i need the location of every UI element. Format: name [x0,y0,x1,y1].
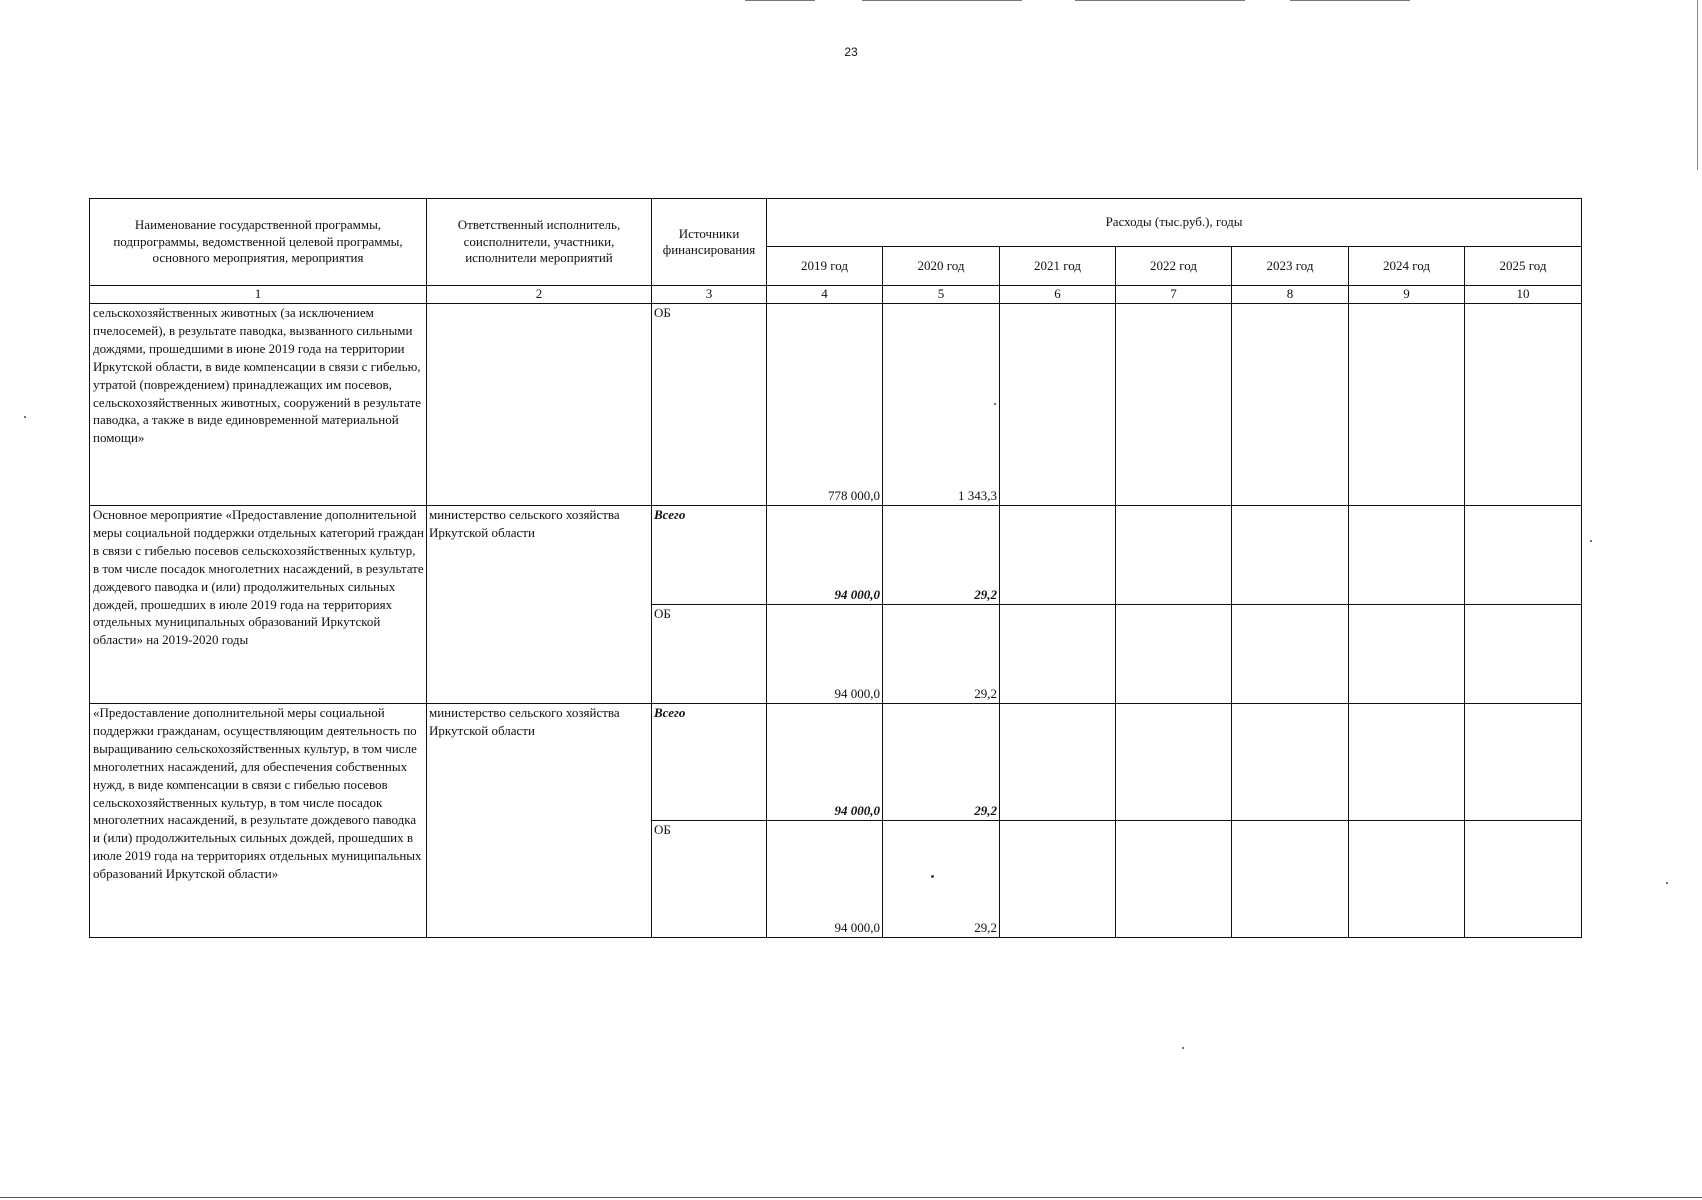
value-total-2020: 29,2 [883,704,1000,821]
value-2025 [1465,304,1582,506]
funding-source-cell: ОБ [652,304,767,506]
scan-edge-mark [1290,0,1410,1]
value-total-2022 [1116,506,1232,605]
scan-speck [994,403,996,405]
page-number: 23 [844,45,858,59]
value-2022 [1116,605,1232,704]
program-name-cell: сельскохозяйственных животных (за исключением пчелосемей), в результате паводка, вызванного сильными дождями, прошедшими в июне 2019 года на территории Иркутской области, в виде компенсации в связи с гибелью, утратой (повреждением) принадлежащих им посевов, сельскохозяйственных животных, сооружений в результате паводка, а также в виде единовременной материальной помощи» [90,304,427,506]
header-year: 2019 год [767,247,883,286]
value-total-2021 [1000,506,1116,605]
program-name-cell: «Предоставление дополнительной меры социальной поддержки гражданам, осуществляющим деятельность по выращиванию сельскохозяйственных культур, в том числе многолетних насаждений, для обеспечения собственных нужд, в виде компенсации в связи с гибелью посевов сельскохозяйственных культур, в том числе посадок многолетних насаждений, в результате дождевого паводка и (или) продолжительных сильных дождей, прошедших в июле 2019 года на территориях отдельных муниципальных образований Иркутской области» [90,704,427,938]
column-numbers-row [90,286,1582,304]
header-year: 2023 год [1232,247,1349,286]
program-name-cell: Основное мероприятие «Предоставление дополнительной меры социальной поддержки отдельных категорий граждан в связи с гибелью посевов сельскохозяйственных культур, в том числе посадок многолетних насаждений, в результате дождевого паводка и (или) продолжительных сильных дождей, прошедших в июле 2019 года на территориях отдельных муниципальных образований Иркутской области» на 2019-2020 годы [90,506,427,704]
value-total-2025 [1465,506,1582,605]
value-2023 [1232,304,1349,506]
column-number: 5 [883,286,1000,304]
scan-speck [1182,1047,1184,1049]
header-executor: Ответственный исполнитель, соисполнители, участники, исполнители мероприятий [427,199,652,286]
value-2022 [1116,821,1232,938]
table-row [90,506,1582,605]
column-number: 4 [767,286,883,304]
column-number: 9 [1349,286,1465,304]
scan-edge-mark [745,0,815,1]
value-total-2022 [1116,704,1232,821]
scan-speck [1666,882,1668,884]
value-total-2019: 94 000,0 [767,704,883,821]
value-total-2024 [1349,506,1465,605]
column-number: 3 [652,286,767,304]
header-funding-source: Источники финансирования [652,199,767,286]
scan-edge-mark [862,0,1022,1]
value-2024 [1349,605,1465,704]
column-number: 2 [427,286,652,304]
value-2020: 29,2 [883,821,1000,938]
column-number: 6 [1000,286,1116,304]
funding-source-total-cell: Всего [652,704,767,821]
value-2022 [1116,304,1232,506]
executor-cell: министерство сельского хозяйства Иркутской области [427,704,652,938]
table-row [90,704,1582,821]
value-2019: 94 000,0 [767,821,883,938]
header-expenses: Расходы (тыс.руб.), годы [767,199,1582,247]
funding-source-total-cell: Всего [652,506,767,605]
header-program-name: Наименование государственной программы, подпрограммы, ведомственной целевой программы, основного мероприятия, мероприятия [90,199,427,286]
executor-cell: министерство сельского хозяйства Иркутской области [427,506,652,704]
column-number: 1 [90,286,427,304]
funding-source-cell: ОБ [652,605,767,704]
value-2024 [1349,821,1465,938]
expenses-table [89,198,1582,938]
scan-speck [24,416,26,418]
value-2025 [1465,821,1582,938]
header-year: 2021 год [1000,247,1116,286]
value-2021 [1000,605,1116,704]
scan-speck [931,875,934,878]
value-total-2024 [1349,704,1465,821]
value-total-2020: 29,2 [883,506,1000,605]
value-2023 [1232,821,1349,938]
value-2021 [1000,304,1116,506]
header-year: 2020 год [883,247,1000,286]
value-2020: 29,2 [883,605,1000,704]
scan-speck [1590,540,1592,542]
header-row [90,199,1582,247]
value-total-2023 [1232,506,1349,605]
header-year: 2022 год [1116,247,1232,286]
value-2019: 778 000,0 [767,304,883,506]
column-number: 10 [1465,286,1582,304]
value-2025 [1465,605,1582,704]
table-row [90,304,1582,506]
value-2019: 94 000,0 [767,605,883,704]
executor-cell [427,304,652,506]
header-year: 2025 год [1465,247,1582,286]
value-total-2025 [1465,704,1582,821]
value-2023 [1232,605,1349,704]
value-total-2021 [1000,704,1116,821]
column-number: 7 [1116,286,1232,304]
value-2021 [1000,821,1116,938]
scan-right-edge [1697,0,1698,170]
value-total-2019: 94 000,0 [767,506,883,605]
scan-bottom-edge [0,1197,1702,1198]
header-year: 2024 год [1349,247,1465,286]
value-2020: 1 343,3 [883,304,1000,506]
column-number: 8 [1232,286,1349,304]
scan-edge-mark [1075,0,1245,1]
value-total-2023 [1232,704,1349,821]
funding-source-cell: ОБ [652,821,767,938]
value-2024 [1349,304,1465,506]
